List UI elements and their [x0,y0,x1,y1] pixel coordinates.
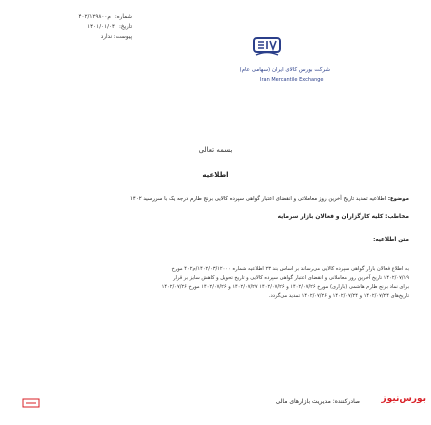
letter-number-value: ۴۰۲/م۱۲۹۸۰۰ [78,14,111,20]
exchange-logo-icon [252,32,282,58]
subject-text: اطلاعیه تمدید تاریخ آخرین روز معاملاتی و انقضای اعتبار گواهی سپرده کالایی برنج طارم درجه یک با سررسید ۱۴۰۲ [130,196,387,202]
letter-date-value: ۱۴۰۱/۰۱/۰۴ [87,24,115,30]
letter-date-row [22,22,132,32]
body-label: متن اطلاعیه: [373,237,409,243]
company-name-en: Iran Mercantile Exchange [260,77,324,83]
letter-attachment-label: پیوست: ندارد [100,34,132,40]
letter-date-label: تاریخ: [118,24,132,30]
document-title: اطلاعیه [202,171,229,179]
news-watermark: بورس‌نیوز [381,394,426,404]
subject-line [130,196,409,202]
body-heading [373,237,409,243]
company-logo [239,24,402,84]
audience-label: مخاطب: [385,214,409,220]
letter-number-label: شماره: [114,14,132,20]
audience-text: کلیه کارگزاران و فعالان بازار سرمایه [277,214,384,220]
letter-meta [22,12,132,42]
body-line: ۱۴۰۲/۰۷/۱۹ تاریخ آخرین روز معاملاتی و انقضای اعتبار گواهی سپرده کالایی و تاریخ تحویل و کاهش سایز بر قرار [173,275,409,281]
body-line: تاریخ‌های ۱۴۰۲/۰۷/۲۴ و ۱۴۰۲/۰۷/۲۴ و ۱۴۰۲/۰۷/۲۶ تمدید می‌گردد. [268,293,409,299]
body-line: به اطلاع فعالان بازار گواهی سپرده کالایی می‌رساند بر اساس بند ۲۳ اطلاعیه شماره ۱۴۰۲/۰۳/۱۲۰۰۰/م۴۰۲ مورخ [171,266,409,272]
announcement-body [24,265,409,301]
letter-number-row [22,12,132,22]
audience-line [278,214,409,220]
corner-stamp-icon [22,398,40,408]
bismillah: بسمه تعالی [198,146,233,154]
issuer-line: صادرکننده: مدیریت بازارهای مالی [275,398,360,405]
company-name-fa: شرکت بورس کالای ایران (سهامی عام) [239,67,330,73]
subject-label: موضوع: [387,196,409,202]
body-line: برای نماد برنج طارم هاشمی (بازاری) مورخ ۱۴۰۲/۰۷/۲۶ و ۱۴۰۲/۰۷/۲۶ ۱۴۰۲/۰۷/۲۷ و ۱۴۰۲/۰۷/۲۶ مورخ ۱۴۰۲/۰۷/۲۶ [161,284,409,290]
letter-attachment-row [22,32,132,42]
